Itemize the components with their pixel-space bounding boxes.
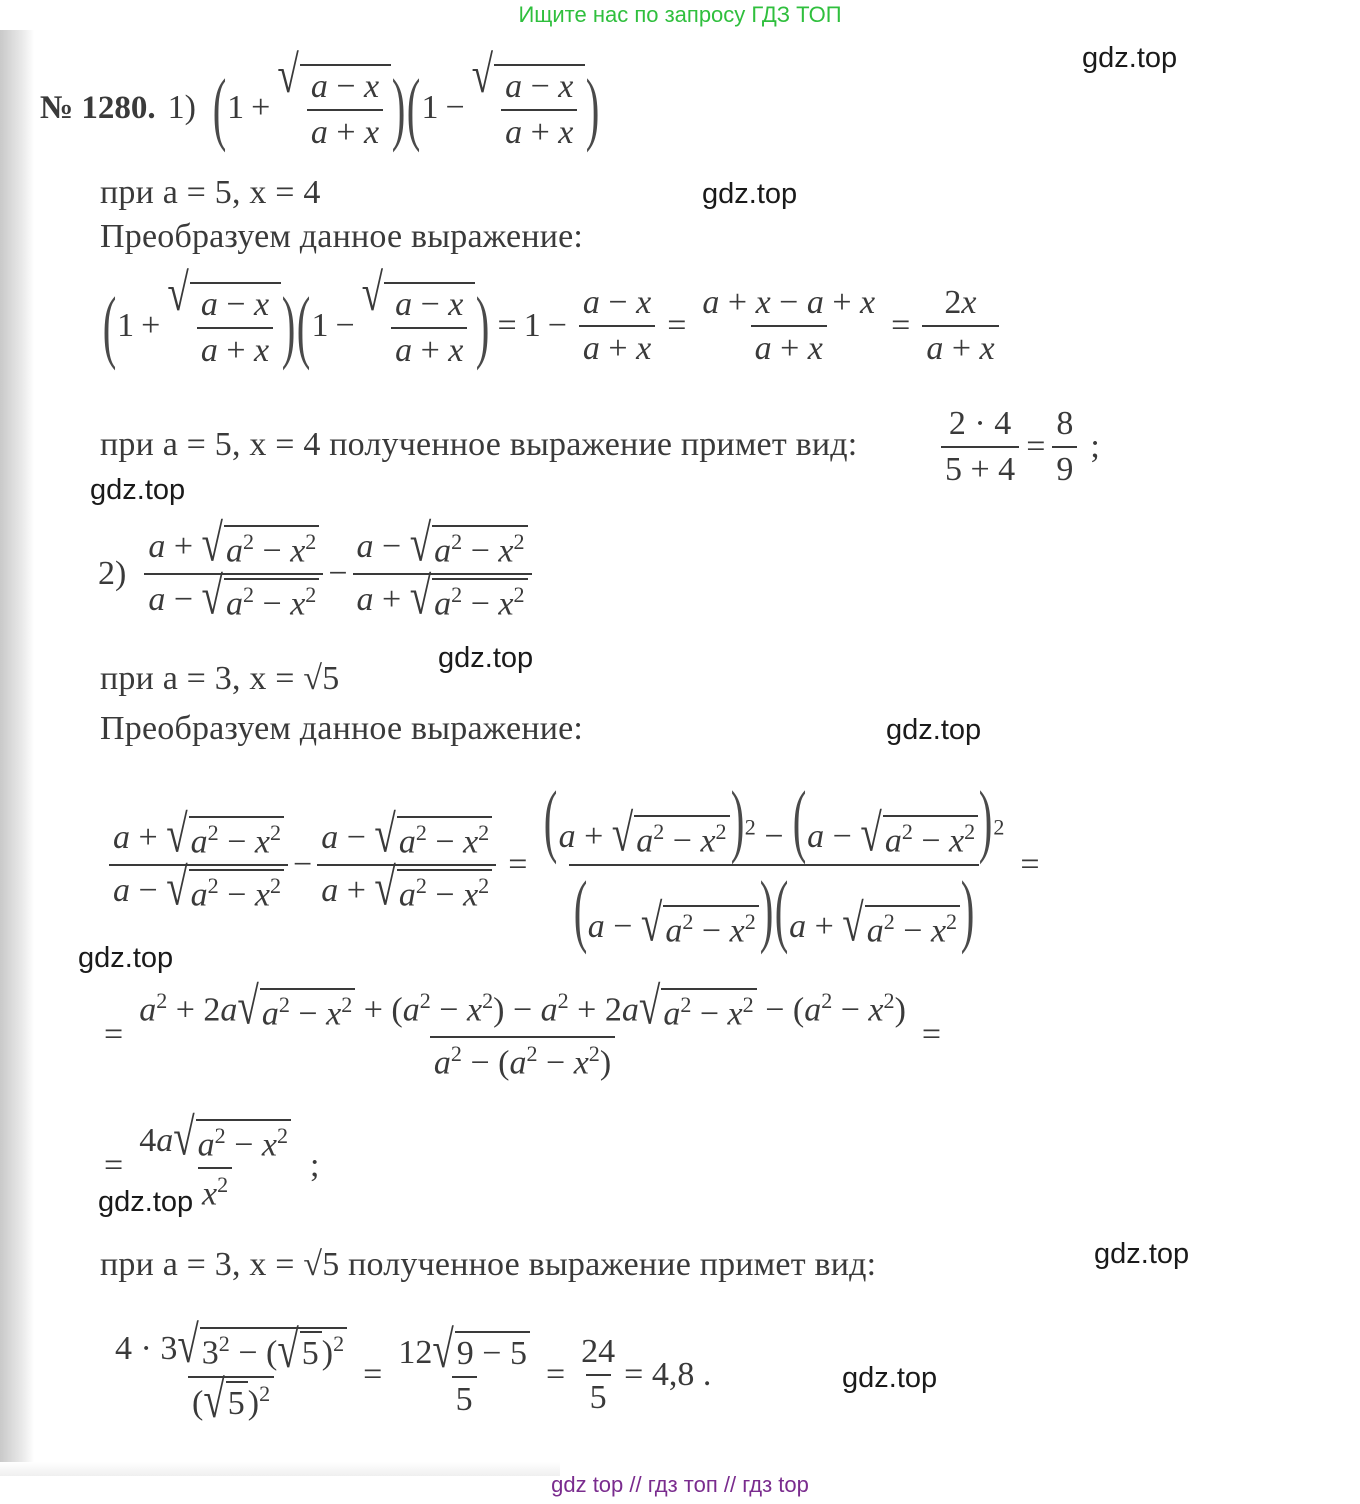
part-2-step-2: = $a^2 + 2a$ √ $a^2 - x^2$ + $(a^2 - x^2) - a^2 + 2a$ √ $a^2 - x^2$ − $(a^2 - x^2)$ $a^2 - (a^2 - x^2)$ = — [104, 977, 942, 1082]
part-2-result: 4 · 3 √ $3^2$ − ( √ 5 )$^2$ ( √ 5 )$^2$ = 12 √ 9 − 5 5 = $\frac{24}{5}$ = 4,8 . — [115, 1315, 712, 1430]
part-2-given: при a = 3, x = √5 — [100, 660, 340, 697]
watermark: gdz.top — [1082, 42, 1178, 74]
final-answer: = 4,8 . — [624, 1356, 712, 1393]
watermark: gdz.top — [886, 714, 982, 746]
part-1-eval-text: при a = 5, x = 4 полученное выражение примет вид: — [100, 426, 858, 463]
watermark: gdz.top — [702, 178, 798, 210]
watermark: gdz.top — [438, 642, 534, 674]
part-2-step-3: = 4a √ $a^2 - x^2$ $x^2$ ; — [104, 1108, 320, 1213]
problem-2-expression: 2) a + √ $a^2 - x^2$ a − √ $a^2 - x^2$ − a − √ $a^2 - x^2$ a + √ $a^2 - x^2$ — [98, 508, 537, 640]
problem-1-expression: № 1280. 1) ( 1 + √ $\frac{a - x}{a + x}$ ) ( 1 − √ $\frac{a - x}{a + x}$ ) — [40, 45, 600, 154]
part-2-label: 2) — [98, 555, 127, 592]
part-1-result: $\frac{2 \cdot 4}{5 + 4}$ = $\frac{8}{9}$ ; — [936, 398, 1100, 496]
footer-links[interactable]: gdz top // гдз топ // гдз top — [551, 1472, 809, 1497]
watermark: gdz.top — [78, 942, 174, 974]
watermark: gdz.top — [842, 1362, 938, 1394]
watermark: gdz.top — [90, 474, 186, 506]
watermark: gdz.top — [1094, 1238, 1190, 1270]
part-1-transformation: ( 1 + √ $\frac{a - x}{a + x}$ ) ( 1 − √ $\frac{a - x}{a + x}$ ) = 1 − $\frac{a - x}{a + x}$ = $\frac{a + x - a + x}{a + x}$ = $\frac{2x}{a + x}$ — [102, 268, 1004, 384]
problem-number: № 1280. — [40, 89, 156, 126]
search-banner[interactable]: Ищите нас по запросу ГДЗ ТОП — [518, 2, 842, 27]
part-2-eval-text: при a = 3, x = √5 полученное выражение примет вид: — [100, 1246, 877, 1283]
scan-shadow-left — [0, 30, 34, 1475]
part-2-transform-text: Преобразуем данное выражение: — [100, 710, 584, 747]
part-1-given: при a = 5, x = 4 — [100, 174, 321, 211]
part-1-transform-text: Преобразуем данное выражение: — [100, 218, 584, 255]
part-1-label: 1) — [167, 89, 196, 126]
part-2-step-1: a + √ $a^2 - x^2$ a − √ $a^2 - x^2$ − a − √ $a^2 - x^2$ a + √ $a^2 - x^2$ = (a + √ $a^2 - x^2$ )$^2$ − (a − √ $a^2 - x^2$ )$^2$ (a − √ $a^2 - x^2$ )(a + √ $a^2 - x^2$ ) = — [104, 770, 1047, 960]
watermark: gdz.top — [98, 1186, 194, 1218]
